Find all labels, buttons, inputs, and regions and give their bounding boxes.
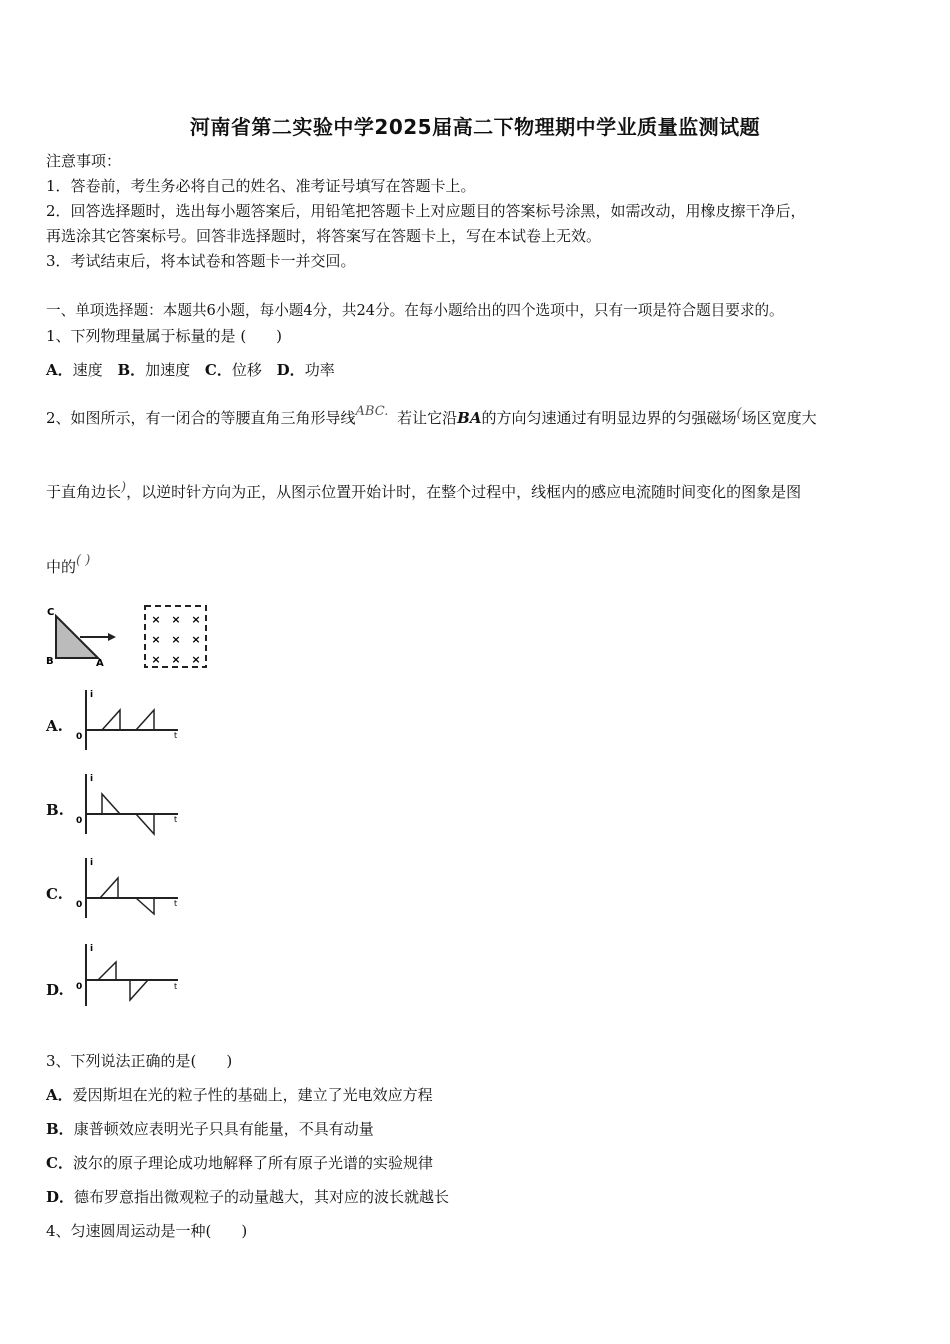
graph-c (70, 854, 190, 924)
q2-opt-a[interactable]: A. (46, 717, 63, 735)
q1-options (46, 360, 335, 380)
q2-line-1 (46, 404, 817, 430)
axis-i: i (90, 944, 94, 954)
axis-t: t (174, 731, 178, 740)
q3-opt-c: 波尔的原子理论成功地解释了所有原子光谱的实验规律 (72, 1154, 433, 1172)
q1-opt-a-letter: A． (46, 361, 73, 379)
q2-line1-end: 场区宽度大 (741, 409, 817, 427)
q2-line-2 (46, 482, 801, 504)
field-mark: × (191, 653, 201, 666)
q4-stem: 4、匀速圆周运动是一种( ) (46, 1222, 248, 1240)
q1-stem: 1、下列物理量属于标量的是 ( ) (46, 327, 283, 345)
origin: 0 (76, 816, 83, 826)
velocity-arrow-icon (108, 633, 116, 641)
field-mark: × (171, 653, 181, 666)
field-mark: × (151, 613, 161, 626)
q2-figure (44, 604, 224, 674)
q2-line1-math: ABC. (355, 404, 389, 419)
notice-item-2b: 再选涂其它答案标号。回答非选择题时，将答案写在答题卡上，写在本试卷上无效。 (46, 227, 602, 245)
q3-opt-c-row[interactable] (46, 1153, 433, 1173)
field-mark: × (151, 653, 161, 666)
q2-line1-pre: 2、如图所示，有一闭合的等腰直角三角形导线 (46, 409, 356, 427)
axis-t: t (174, 899, 178, 908)
q3-opt-b-row[interactable] (46, 1119, 374, 1139)
field-mark: × (191, 633, 201, 646)
q1-opt-c-letter: C． (204, 361, 232, 379)
axis-i: i (90, 858, 94, 868)
axis-t: t (174, 815, 178, 824)
q2-line3-paren: ( ) (76, 553, 91, 568)
section-heading: 一、单项选择题：本题共6小题，每小题4分，共24分。在每小题给出的四个选项中，只有一项是符合题目要求的。 (46, 302, 784, 319)
notice-heading: 注意事项： (46, 152, 122, 170)
graph-a (70, 686, 190, 756)
q1-opt-b: 加速度 (145, 361, 191, 379)
notice-item-3: 3．考试结束后，将本试卷和答题卡一并交回。 (46, 252, 356, 270)
q3-opt-a: 爱因斯坦在光的粒子性的基础上，建立了光电效应方程 (72, 1086, 433, 1104)
origin: 0 (76, 900, 83, 910)
graph-b (70, 770, 190, 840)
q2-line-3 (46, 553, 91, 579)
axis-i: i (90, 690, 94, 700)
notice-item-1: 1．答卷前，考生务必将自己的姓名、准考证号填写在答题卡上。 (46, 177, 476, 195)
label-c: C (47, 607, 55, 618)
q2-line2-pre: 于直角边长 (46, 483, 122, 501)
q1-opt-c: 位移 (231, 361, 262, 379)
q2-line3: 中的 (46, 558, 77, 576)
field-mark: × (171, 633, 181, 646)
q2-line1-paren: ( (736, 406, 742, 421)
page-title: 河南省第二实验中学2025届高二下物理期中学业质量监测试题 (189, 115, 761, 139)
q1-opt-d-letter: D． (276, 361, 305, 379)
q1-opt-d: 功率 (304, 361, 335, 379)
graph-d (70, 940, 190, 1012)
label-b: B (46, 656, 54, 667)
field-mark: × (191, 613, 201, 626)
q2-opt-c[interactable]: C. (46, 885, 63, 903)
field-mark: × (151, 633, 161, 646)
q3-stem: 3、下列说法正确的是( ) (46, 1052, 233, 1070)
q3-opt-d-letter: D． (46, 1188, 75, 1206)
label-a: A (96, 658, 104, 669)
q2-line2-paren: ) (121, 480, 127, 495)
q1-opt-b-letter: B． (117, 361, 146, 379)
axis-t: t (174, 982, 178, 991)
q3-opt-d-row[interactable] (46, 1187, 449, 1207)
origin: 0 (76, 982, 83, 992)
q2-line1-ba: BA (457, 409, 482, 427)
q3-opt-a-row[interactable] (46, 1085, 433, 1105)
axis-i: i (90, 774, 94, 784)
q1-opt-a: 速度 (72, 361, 103, 379)
q3-opt-d: 德布罗意指出微观粒子的动量越大，其对应的波长就越长 (74, 1188, 450, 1206)
q2-line2-post: ，以逆时针方向为正，从图示位置开始计时，在整个过程中，线框内的感应电流随时间变化的图象是图 (126, 483, 802, 501)
origin: 0 (76, 732, 83, 742)
field-mark: × (171, 613, 181, 626)
q3-opt-b-letter: B． (46, 1120, 74, 1138)
q2-opt-d[interactable]: D. (46, 981, 64, 999)
q2-opt-b[interactable]: B. (46, 801, 64, 819)
q3-opt-c-letter: C． (46, 1154, 73, 1172)
q3-opt-a-letter: A． (46, 1086, 73, 1104)
q2-line1-mid: 若让它沿 (397, 409, 458, 427)
q3-opt-b: 康普顿效应表明光子只具有能量，不具有动量 (73, 1120, 374, 1138)
q2-line1-post: 的方向匀速通过有明显边界的匀强磁场 (481, 409, 737, 427)
notice-item-2a: 2．回答选择题时，选出每小题答案后，用铅笔把答题卡上对应题目的答案标号涂黑，如需改动，用橡皮擦干净后， (46, 202, 806, 220)
